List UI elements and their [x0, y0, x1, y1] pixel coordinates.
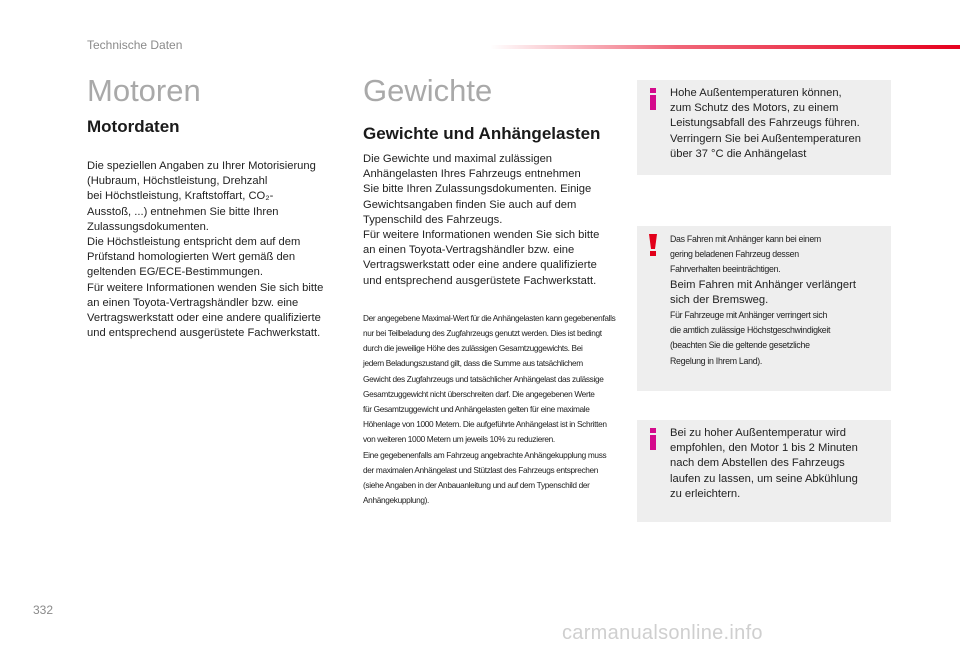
- warning-note-text: Beim Fahren mit Anhänger verlängert sich der Bremsweg.: [670, 278, 856, 306]
- warning-icon: [646, 234, 660, 256]
- page-number: 332: [33, 603, 54, 617]
- motoren-section: [87, 72, 352, 341]
- watermark: carmanualsonline.info: [562, 622, 763, 644]
- info-note-text: Hohe Außentemperaturen können, zum Schutz des Motors, zu einem Leistungsabfall des Fahrzeugs führen. Verringern Sie bei Außentemperaturen über 37 °C die Anhängelast: [670, 87, 861, 160]
- gewichte-body: Die Gewichte und maximal zulässigen Anhängelasten Ihres Fahrzeugs entnehmen Sie bitte Ihren Zulassungsdokumenten. Einige Gewichtsangaben finden Sie auch auf dem Typenschild des Fahrzeugs. Für weitere Informationen wenden Sie sich bitte an einen Toyota-Vertragshändler bzw. eine Vertragswerkstatt oder eine andere qualifizierte und entsprechend ausgerüstete Fachwerkstatt.: [363, 153, 600, 287]
- info-note-temperature: [637, 80, 891, 175]
- gewichte-small-print: Der angegebene Maximal-Wert für die Anhängelasten kann gegebenenfalls nur bei Teilbeladung des Zugfahrzeugs genutzt werden. Dies ist bedingt durch die jeweilige Höhe des zulässigen Gesamtzuggewichts. Bei jedem Beladungszustand gilt, dass die Summe aus tatsächlichem Gewicht des Zugfahrzeugs und tatsächlicher Anhängelast das zulässige Gesamtzuggewicht nicht überschreiten darf. Die angegebenen Werte für Gesamtzuggewicht und Anhängelasten gelten für eine maximale Höhenlage von 1000 Metern. Die aufgeführte Anhängelast ist in Schritten von weiteren 1000 Metern um jeweils 10% zu reduzieren. Eine gegebenenfalls am Fahrzeug angebrachte Anhängekupplung muss der maximalen Anhängelast und Stützlast des Fahrzeugs entsprechen (siehe Angaben in der Anbauanleitung und auf dem Typenschild der Anhängekupplung).: [363, 312, 616, 506]
- info-note-text-2: Bei zu hoher Außentemperatur wird empfohlen, den Motor 1 bis 2 Minuten nach dem Abstellen des Fahrzeugs laufen zu lassen, um seine Abkühlung zu erleichtern.: [670, 427, 858, 500]
- gewichte-title: Gewichte: [363, 73, 493, 108]
- motoren-title: Motoren: [87, 73, 201, 108]
- motordaten-heading: Motordaten: [87, 117, 180, 136]
- motordaten-body: Die speziellen Angaben zu Ihrer Motorisierung (Hubraum, Höchstleistung, Drehzahl bei Höchstleistung, Kraftstoffart, CO₂- Ausstoß, ...) entnehmen Sie bitte Ihren Zulassungsdokumenten. Die Höchstleistung entspricht dem auf dem Prüfstand homologierten Wert gemäß den geltenden EG/ECE-Bestimmungen. Für weitere Informationen wenden Sie sich bitte an einen Toyota-Vertragshändler bzw. eine Vertragswerkstatt oder eine andere qualifizierte und entsprechend ausgerüstete Fachwerkstatt.: [87, 160, 324, 340]
- page-header-title: Technische Daten: [87, 38, 183, 52]
- gewichte-heading: Gewichte und Anhängelasten: [363, 124, 601, 143]
- header-accent-bar: [490, 45, 960, 49]
- info-note-engine-cooling: [637, 420, 891, 522]
- info-icon: [646, 88, 660, 110]
- warning-note-small-1: Das Fahren mit Anhänger kann bei einem gering beladenen Fahrzeug dessen Fahrverhalten beeinträchtigen.: [670, 234, 821, 275]
- info-icon: [646, 428, 660, 450]
- warning-note-small-2: Für Fahrzeuge mit Anhänger verringert sich die amtlich zulässige Höchstgeschwindigkeit (beachten Sie die geltende gesetzliche Regelung in Ihrem Land).: [670, 310, 831, 366]
- gewichte-section: [363, 72, 623, 508]
- warning-note-trailer: [637, 226, 891, 391]
